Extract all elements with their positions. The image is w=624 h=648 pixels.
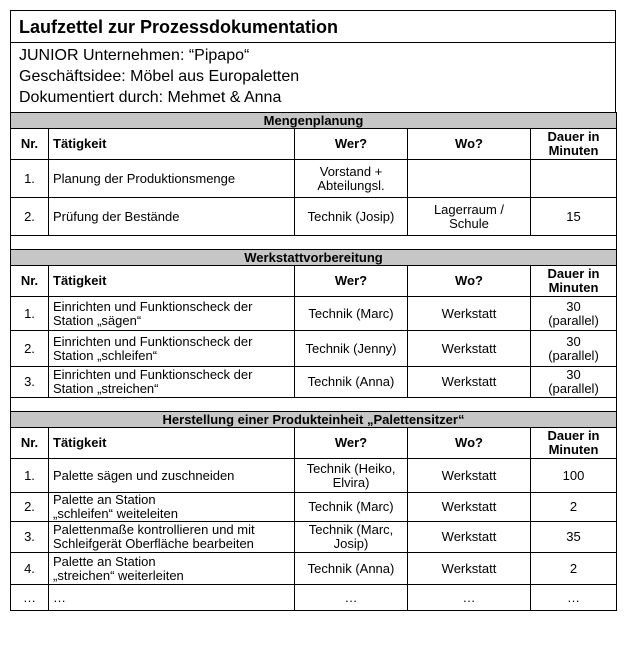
header-task: Tätigkeit <box>49 266 295 297</box>
row-duration: 35 <box>531 522 617 553</box>
header-duration: Dauer in Minuten <box>531 266 617 297</box>
header-duration: Dauer in Minuten <box>531 428 617 459</box>
row-duration: 30 (parallel) <box>531 367 617 398</box>
section-title: Werkstattvorbereitung <box>11 250 617 266</box>
row-number: … <box>11 585 49 611</box>
row-number: 1. <box>11 297 49 331</box>
header-nr: Nr. <box>11 129 49 160</box>
table-row <box>11 331 617 367</box>
row-number: 3. <box>11 367 49 398</box>
header-nr: Nr. <box>11 428 49 459</box>
header-who: Wer? <box>295 129 408 160</box>
row-number: 2. <box>11 331 49 367</box>
row-duration: 100 <box>531 459 617 493</box>
row-number: 2. <box>11 493 49 522</box>
header-nr: Nr. <box>11 266 49 297</box>
row-where: Werkstatt <box>408 493 531 522</box>
section-header <box>11 113 617 129</box>
section-gap <box>11 236 617 250</box>
process-table <box>10 112 617 611</box>
header-where: Wo? <box>408 129 531 160</box>
table-row <box>11 585 617 611</box>
row-task: Einrichten und Funktionscheck der Station „sägen“ <box>49 297 295 331</box>
row-who: … <box>295 585 408 611</box>
row-task: Prüfung der Bestände <box>49 198 295 236</box>
row-who: Technik (Josip) <box>295 198 408 236</box>
row-duration: 30 (parallel) <box>531 297 617 331</box>
info-block <box>10 42 616 112</box>
row-task: Palette an Station „schleifen“ weiteleiten <box>49 493 295 522</box>
row-task: Palette sägen und zuschneiden <box>49 459 295 493</box>
company-line: JUNIOR Unternehmen: “Pipapo“ <box>19 47 250 64</box>
row-number: 3. <box>11 522 49 553</box>
row-task: … <box>49 585 295 611</box>
row-number: 4. <box>11 553 49 585</box>
row-who: Technik (Anna) <box>295 553 408 585</box>
table-row <box>11 160 617 198</box>
row-task: Einrichten und Funktionscheck der Station „schleifen“ <box>49 331 295 367</box>
column-header-row <box>11 129 617 160</box>
table-row <box>11 198 617 236</box>
row-where: … <box>408 585 531 611</box>
row-who: Technik (Jenny) <box>295 331 408 367</box>
row-number: 1. <box>11 459 49 493</box>
document-title: Laufzettel zur Prozessdokumentation <box>10 10 616 42</box>
row-task: Palettenmaße kontrollieren und mit Schleifgerät Oberfläche bearbeiten <box>49 522 295 553</box>
row-where: Lagerraum / Schule <box>408 198 531 236</box>
table-row <box>11 459 617 493</box>
row-duration <box>531 160 617 198</box>
row-where: Werkstatt <box>408 331 531 367</box>
header-task: Tätigkeit <box>49 428 295 459</box>
row-task: Einrichten und Funktionscheck der Station „streichen“ <box>49 367 295 398</box>
header-where: Wo? <box>408 428 531 459</box>
row-duration: … <box>531 585 617 611</box>
row-where: Werkstatt <box>408 553 531 585</box>
row-where: Werkstatt <box>408 297 531 331</box>
row-number: 2. <box>11 198 49 236</box>
table-row <box>11 367 617 398</box>
row-who: Technik (Heiko, Elvira) <box>295 459 408 493</box>
column-header-row <box>11 428 617 459</box>
row-where <box>408 160 531 198</box>
section-gap <box>11 398 617 412</box>
row-duration: 30 (parallel) <box>531 331 617 367</box>
table-row <box>11 297 617 331</box>
business-idea-line: Geschäftsidee: Möbel aus Europaletten <box>19 68 300 85</box>
header-where: Wo? <box>408 266 531 297</box>
header-who: Wer? <box>295 428 408 459</box>
row-where: Werkstatt <box>408 459 531 493</box>
document <box>10 10 616 611</box>
row-who: Technik (Marc) <box>295 493 408 522</box>
row-duration: 2 <box>531 553 617 585</box>
row-task: Palette an Station „streichen“ weiterleiten <box>49 553 295 585</box>
header-duration: Dauer in Minuten <box>531 129 617 160</box>
section-title: Herstellung einer Produkteinheit „Palettensitzer“ <box>11 412 617 428</box>
section-header <box>11 250 617 266</box>
documented-by-line: Dokumentiert durch: Mehmet & Anna <box>19 89 282 106</box>
section-header <box>11 412 617 428</box>
table-row <box>11 493 617 522</box>
row-task: Planung der Produktionsmenge <box>49 160 295 198</box>
row-who: Technik (Marc, Josip) <box>295 522 408 553</box>
row-who: Technik (Anna) <box>295 367 408 398</box>
row-who: Technik (Marc) <box>295 297 408 331</box>
row-where: Werkstatt <box>408 367 531 398</box>
table-row <box>11 522 617 553</box>
header-task: Tätigkeit <box>49 129 295 160</box>
row-where: Werkstatt <box>408 522 531 553</box>
header-who: Wer? <box>295 266 408 297</box>
column-header-row <box>11 266 617 297</box>
row-duration: 15 <box>531 198 617 236</box>
row-who: Vorstand + Abteilungsl. <box>295 160 408 198</box>
row-number: 1. <box>11 160 49 198</box>
row-duration: 2 <box>531 493 617 522</box>
section-title: Mengenplanung <box>11 113 617 129</box>
table-row <box>11 553 617 585</box>
